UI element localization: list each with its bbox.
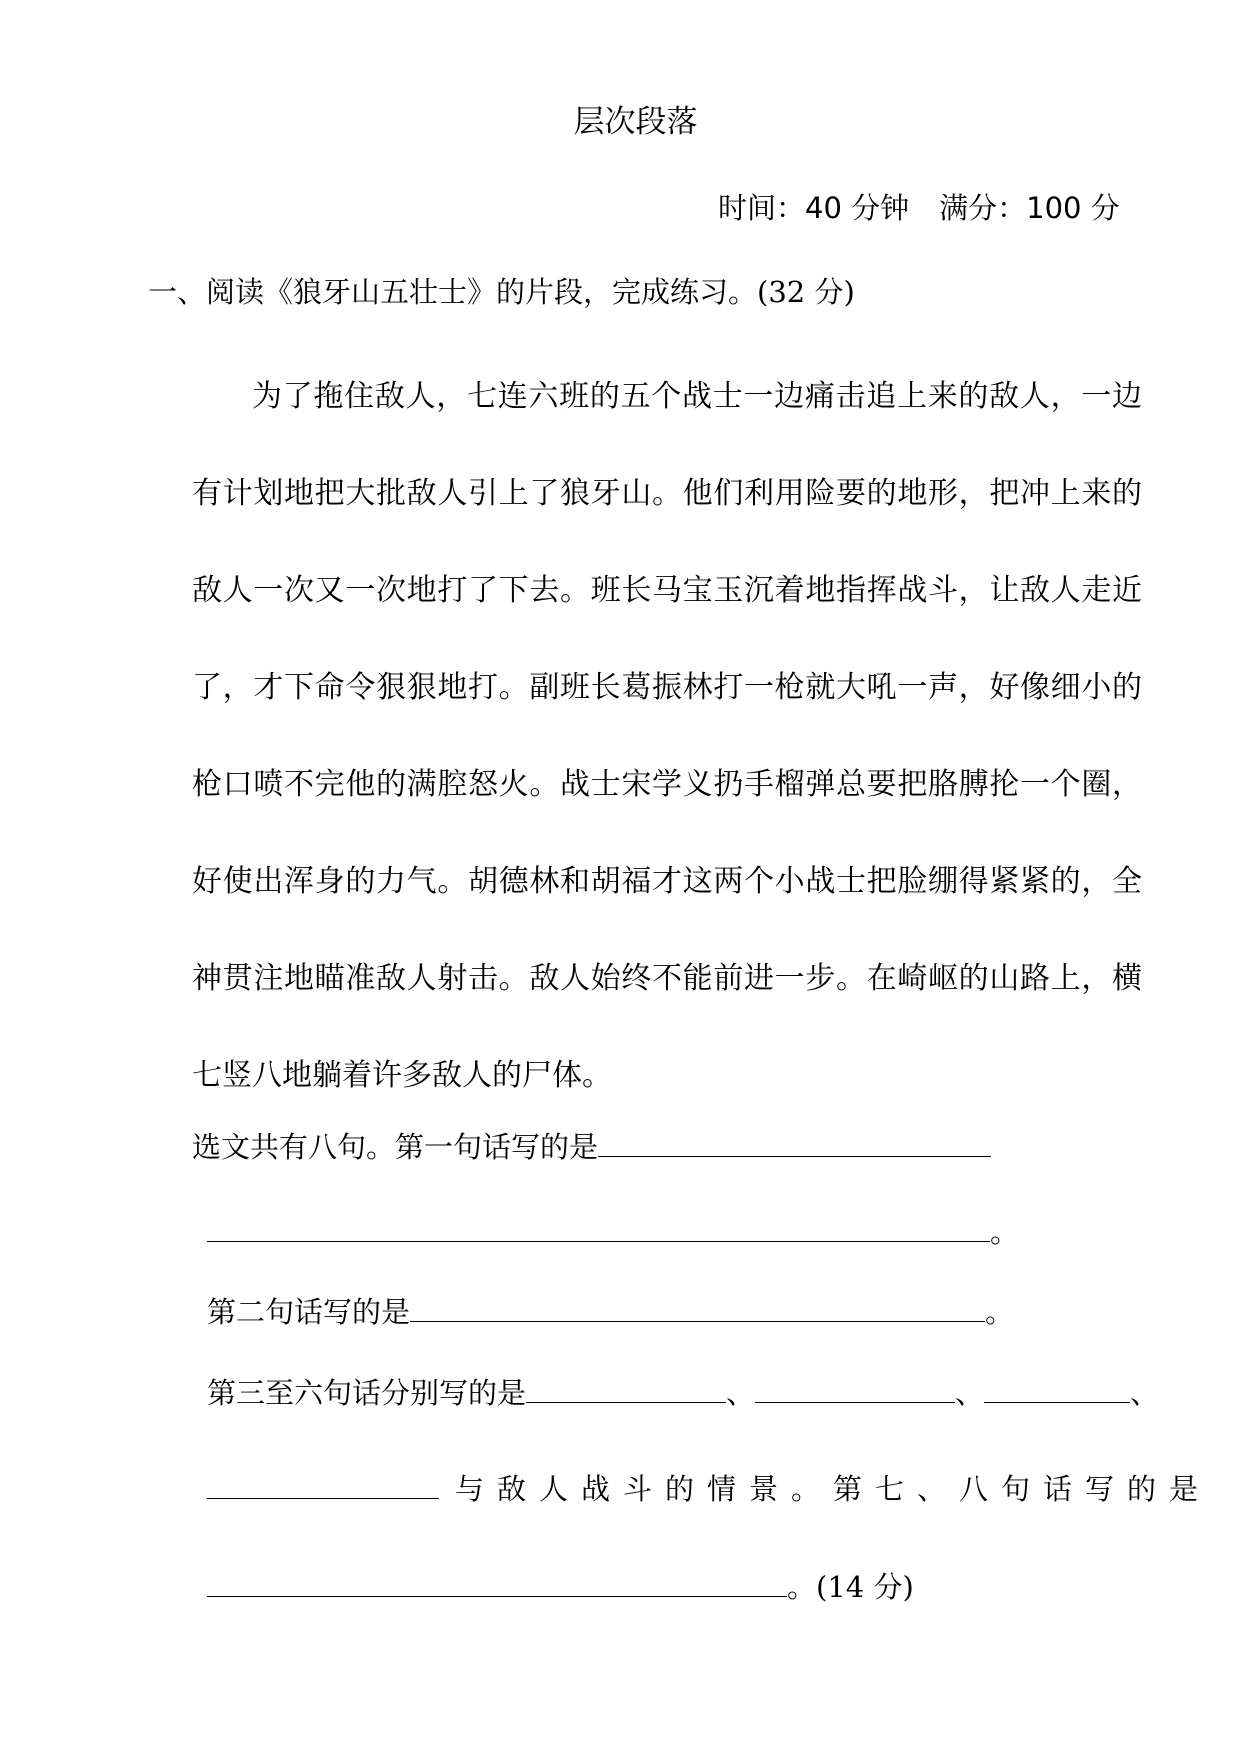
answer-blank-5[interactable] xyxy=(755,1372,955,1403)
fill-points: (14 分) xyxy=(816,1570,914,1604)
fill-prompt-sentences-3-6: 第三至六句话分别写的是 xyxy=(207,1376,527,1410)
fill-line-4 xyxy=(207,1371,1159,1412)
comma-mark: 、 xyxy=(1130,1376,1160,1410)
question-1-points: (32 分) xyxy=(757,275,855,309)
reading-passage: 为了拖住敌人，七连六班的五个战士一边痛击追上来的敌人，一边有计划地把大批敌人引上了狼牙山。他们利用险要的地形，把冲上来的敌人一次又一次地打了下去。班长马宝玉沉着地指挥战斗，让敌人走近了，才下命令狠狠地打。副班长葛振林打一枪就大吼一声，好像细小的枪口喷不完他的满腔怒火。战士宋学义扔手榴弹总要把胳膊抡一个圈，好使出浑身的力气。胡德林和胡福才这两个小战士把脸绷得紧紧的，全神贯注地瞄准敌人射击。敌人始终不能前进一步。在崎岖的山路上，横七竖八地躺着许多敌人的尸体。 xyxy=(192,379,1142,1093)
time-limit: 时间：40 分钟 xyxy=(718,191,910,225)
full-score: 满分：100 分 xyxy=(939,191,1120,225)
answer-blank-8[interactable] xyxy=(207,1566,787,1597)
fill-prompt-sentences-7-8: 与敌人战斗的情景。第七、八句话写的是 xyxy=(455,1472,1212,1506)
question-1-heading xyxy=(148,270,855,311)
answer-blank-3[interactable] xyxy=(410,1291,985,1322)
fill-line-2 xyxy=(207,1210,1019,1251)
question-1-text: 一、阅读《狼牙山五壮士》的片段，完成练习。 xyxy=(148,275,758,309)
answer-blank-1[interactable] xyxy=(598,1126,991,1157)
fill-line-3 xyxy=(207,1290,1014,1331)
fill-prompt-sentence-1: 选文共有八句。第一句话写的是 xyxy=(192,1130,599,1164)
fill-line-1 xyxy=(192,1125,991,1166)
answer-blank-4[interactable] xyxy=(526,1372,726,1403)
comma-mark: 、 xyxy=(726,1376,756,1410)
period-mark: 。 xyxy=(787,1570,817,1604)
exam-meta xyxy=(718,186,1120,227)
page-title: 层次段落 xyxy=(573,104,698,140)
fill-prompt-sentence-2: 第二句话写的是 xyxy=(207,1295,411,1329)
answer-blank-6[interactable] xyxy=(984,1372,1130,1403)
period-mark: 。 xyxy=(990,1215,1020,1249)
fill-line-6 xyxy=(207,1565,914,1606)
fill-line-5 xyxy=(207,1467,1212,1508)
comma-mark: 、 xyxy=(955,1376,985,1410)
answer-blank-7[interactable] xyxy=(207,1468,439,1499)
period-mark: 。 xyxy=(985,1295,1015,1329)
answer-blank-2[interactable] xyxy=(207,1211,990,1242)
